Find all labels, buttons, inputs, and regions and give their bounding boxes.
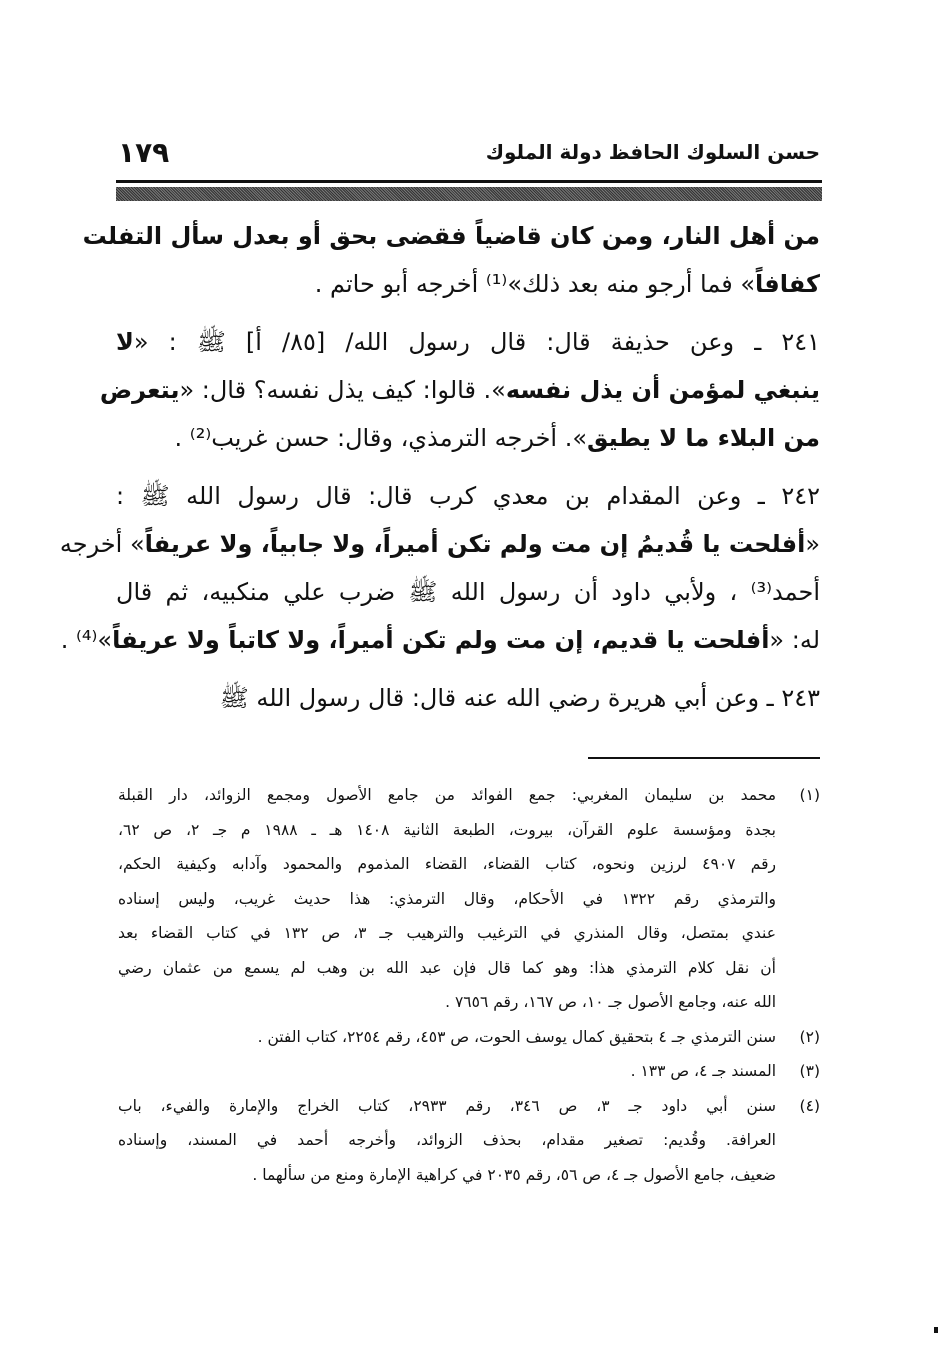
text-segment: ٢٤١ ـ وعن حذيفة قال: قال رسول الله/ [٨٥/ أ] ﷺ : «	[133, 328, 820, 356]
text-segment: ». أخرجه الترمذي، وقال: حسن غريب⁽²⁾ .	[174, 424, 588, 452]
hadith-quote: ينبغي لمؤمن أن يذل نفسه	[505, 376, 820, 404]
text-line	[59, 520, 820, 568]
footnote-line	[118, 1020, 820, 1055]
text-line	[116, 414, 820, 462]
hadith-quote: من البلاء ما لا يطيق	[587, 424, 820, 452]
text-line	[116, 568, 820, 616]
text-line	[116, 472, 820, 520]
running-header-title: حسن السلوك الحافظ دولة الملوك	[485, 140, 820, 164]
footnote-line	[118, 985, 820, 1020]
footnote-line	[118, 1123, 820, 1158]
footnote-text: والترمذي رقم ١٣٢٢ في الأحكام، وقال الترمذي: هذا حديث غريب، وليس إسناده	[118, 889, 776, 908]
header-band	[116, 187, 822, 201]
page-number: ١٧٩	[118, 136, 170, 169]
hadith-quote: من أهل النار، ومن كان قاضياً فقضى بحق أو بعدل سأل التفلت	[82, 222, 820, 250]
text-segment: له: «	[769, 626, 820, 654]
hadith-quote: كفافاً	[755, 270, 820, 298]
footnote-number: (١)	[799, 786, 820, 804]
text-segment: » أخرجه	[59, 530, 145, 558]
hadith-quote: لا	[116, 328, 134, 356]
footnote-line	[118, 778, 820, 813]
text-segment: «	[805, 530, 820, 558]
text-segment: ». قالوا: كيف يذل نفسه؟ قال: «	[179, 376, 506, 404]
footnotes	[118, 778, 820, 1192]
main-text	[59, 212, 820, 722]
text-line	[82, 212, 820, 260]
footnote-text: بجدة ومؤسسة علوم القرآن، بيروت، الطبعة الثانية ١٤٠٨ هـ ـ ١٩٨٨ م جـ ٢، ص ٦٢،	[118, 820, 776, 839]
hadith-quote: أفلحت يا قُديمُ إن مت ولم تكن أميراً، ولا جابياً، ولا عريفاً	[144, 530, 806, 558]
text-line	[60, 616, 820, 664]
footnote-text: الله عنه، وجامع الأصول جـ ١٠، ص ١٦٧، رقم ٧٦٥٦ .	[445, 993, 776, 1011]
footnote-text: المسند جـ ٤، ص ١٣٣ .	[630, 1062, 776, 1080]
header-rule	[116, 180, 822, 183]
footnote-line	[118, 916, 820, 951]
text-segment: أحمد⁽³⁾ ، ولأبي داود أن رسول الله ﷺ ضرب علي منكبيه، ثم قال	[116, 578, 820, 606]
text-segment: ٢٤٣ ـ وعن أبي هريرة رضي الله عنه قال: قال رسول الله ﷺ	[219, 684, 820, 712]
footnote-text: سنن أبي داود جـ ٣، ص ٣٤٦، رقم ٢٩٣٣، كتاب الخراج والإمارة والفيء، باب	[118, 1096, 776, 1115]
text-line	[116, 318, 820, 366]
footnote-text: رقم ٤٩٠٧ لرزين ونحوه، كتاب القضاء، القضاء المذموم والمحمود وآدابه وكيفية الحكم،	[118, 855, 776, 873]
footnote-text: محمد بن سليمان المغربي: جمع الفوائد من جامع الأصول ومجمع الزوائد، دار القبلة	[118, 786, 776, 804]
footnote-number: (٣)	[799, 1062, 820, 1080]
text-line	[116, 260, 820, 308]
footnote-line	[118, 1158, 820, 1193]
footnote-line	[118, 813, 820, 848]
footnote-line	[118, 1089, 820, 1124]
text-line	[99, 366, 820, 414]
footnote-line	[118, 847, 820, 882]
hadith-quote: أفلحت يا قديم، إن مت ولم تكن أميراً، ولا كاتباً ولا عريفاً	[112, 626, 770, 654]
footnote-line	[118, 951, 820, 986]
footnote-text: ضعيف، جامع الأصول جـ ٤، ص ٥٦، رقم ٢٠٣٥ في كراهية الإمارة ومنع من سألهما .	[252, 1165, 776, 1184]
footnote-number: (٢)	[799, 1027, 820, 1046]
footnote-text: أن نقل كلام الترمذي هذا: وهو كما قال فإن عبد الله بن وهب لم يسمع من عثمان رضي	[118, 958, 776, 977]
footnote-text: العرافة. وقُديم: تصغير مقدام، بحذف الزوائد، وأخرجه أحمد في المسند، وإسناده	[118, 1131, 776, 1149]
footnote-text: عندي بمتصل، وقال المنذري في الترغيب والترهيب جـ ٣، ص ١٣٢ في كتاب القضاء بعد	[118, 924, 776, 942]
text-segment: ٢٤٢ ـ وعن المقدام بن معدي كرب قال: قال رسول الله ﷺ :	[116, 482, 820, 510]
footnote-separator	[588, 757, 820, 759]
scan-mark	[934, 1327, 938, 1333]
text-line	[116, 674, 820, 722]
footnote-number: (٤)	[799, 1096, 820, 1115]
hadith-quote: يتعرض	[99, 376, 180, 404]
text-segment: » فما أرجو منه بعد ذلك»⁽¹⁾ أخرجه أبو حاتم .	[314, 270, 756, 298]
footnote-text: سنن الترمذي جـ ٤ بتحقيق كمال يوسف الحوت، ص ٤٥٣، رقم ٢٢٥٤، كتاب الفتن .	[257, 1027, 776, 1046]
footnote-line	[118, 1054, 820, 1089]
text-segment: »⁽⁴⁾ .	[60, 626, 113, 654]
footnote-line	[118, 882, 820, 917]
